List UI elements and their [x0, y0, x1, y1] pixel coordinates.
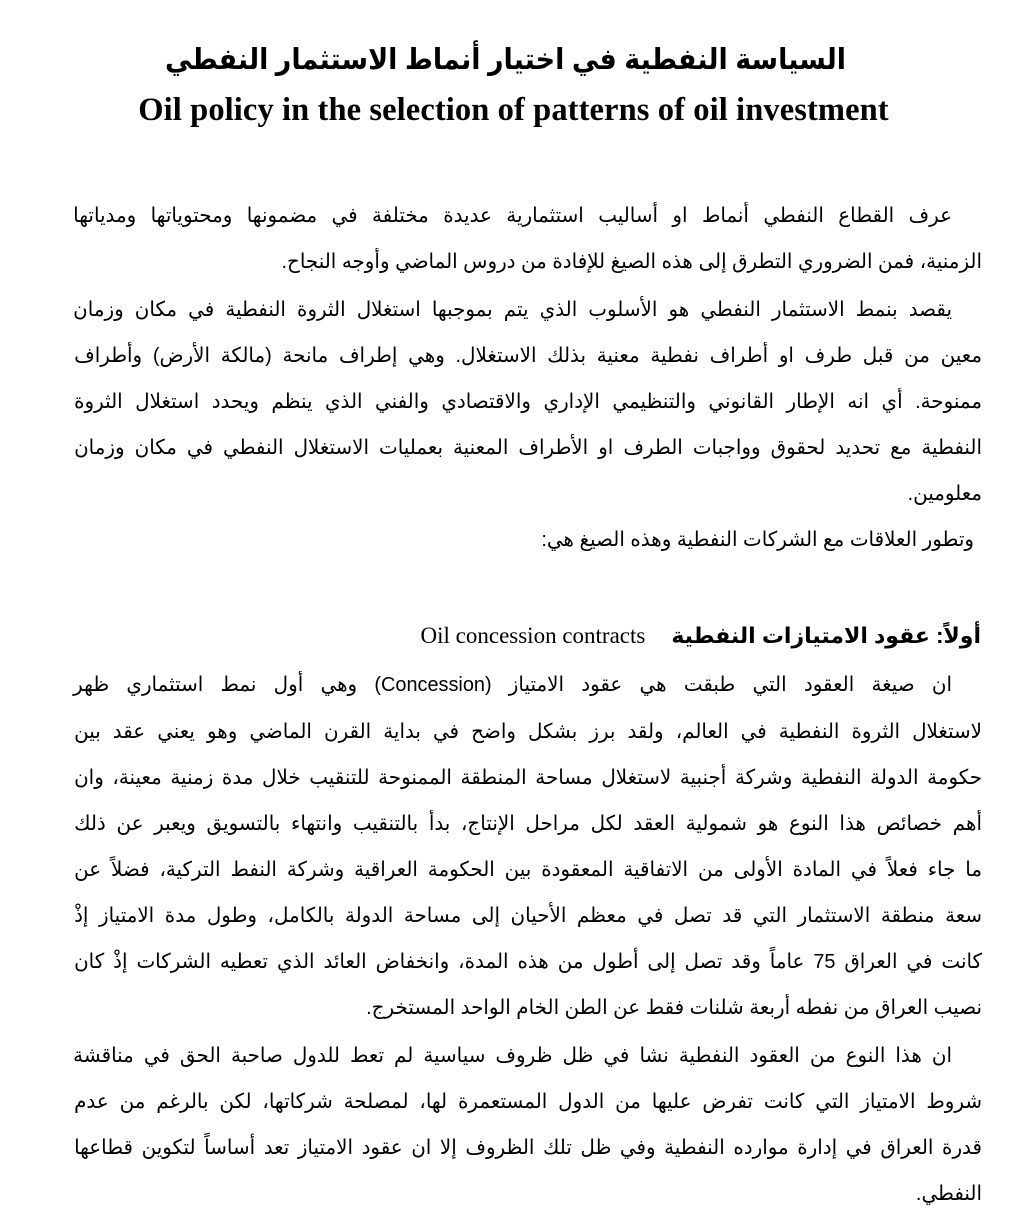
intro-line-3: يقصد بنمط الاستثمار النفطي هو الأسلوب الذي يتم بموجبها استغلال الثروة النفطية في مكان وزمان — [73, 298, 952, 321]
intro-line-6: النفطية مع تحديد لحقوق وواجبات الطرف او الأطراف المعنية بعمليات الاستغلال النفطي في مكان وزمان — [74, 436, 982, 459]
section-p2-line-2: شروط الامتياز التي كانت تفرض عليها من الدول المستعمرة لها، لمصلحة شركاتها، لكن بالرغم من عدم — [74, 1090, 982, 1113]
section-heading-arabic: أولاً: عقود الامتيازات النفطية — [671, 623, 981, 648]
intro-line-2: الزمنية، فمن الضروري التطرق إلى هذه الصيغ للإفادة من دروس الماضي وأوجه النجاح. — [281, 250, 982, 273]
intro-line-7: معلومين. — [907, 482, 982, 505]
section-heading — [421, 616, 981, 656]
section-p2-line-1: ان هذا النوع من العقود النفطية نشا في ظل ظروف سياسية لم تعط للدول صاحبة الحق في مناقشة — [73, 1044, 952, 1067]
section-p1-line-6: سعة منطقة الاستثمار التي قد تصل في معظم الأحيان إلى مساحة الدولة بالكامل، وطول مدة الامتياز إذْ — [74, 904, 982, 927]
section-p2-line-4: النفطي. — [915, 1182, 982, 1205]
title-arabic: السياسة النفطية في اختيار أنماط الاستثمار النفطي — [164, 44, 847, 76]
section-p1-line-1: ان صيغة العقود التي طبقت هي عقود الامتياز (Concession) وهي أول نمط استثماري ظهر — [73, 673, 952, 696]
section-p1-line-4: أهم خصائص هذا النوع هو شمولية العقد لكل مراحل الإنتاج، بدأ بالتنقيب وانتهاء بالتسويق ويعبر عن ذلك — [74, 812, 982, 835]
section-p2-line-3: قدرة العراق في إدارة موارده النفطية وفي ظل تلك الظروف إلا ان عقود الامتياز تعد أساساً لتكوين قطاعها — [74, 1136, 982, 1159]
intro-line-1: عرف القطاع النفطي أنماط او أساليب استثمارية عديدة مختلفة في مضمونها ومحتوياتها ومدياتها — [73, 204, 952, 227]
title-english: Oil policy in the selection of patterns of oil investment — [138, 92, 889, 128]
section-p1-line-2: لاستغلال الثروة النفطية في العالم، ولقد برز بشكل واضح في بداية القرن الماضي وهو يعني عقد بين — [74, 720, 982, 743]
section-p1-line-8: نصيب العراق من نفطه أربعة شلنات فقط عن الطن الخام الواحد المستخرج. — [366, 996, 982, 1019]
intro-line-4: معين من قبل طرف او أطراف نفطية معنية بذلك الاستغلال. وهي إطراف مانحة (مالكة الأرض) وأطراف — [74, 344, 982, 367]
intro-line-8: وتطور العلاقات مع الشركات النفطية وهذه الصيغ هي: — [541, 528, 974, 551]
intro-line-5: ممنوحة. أي انه الإطار القانوني والتنظيمي الإداري والاقتصادي والفني الذي ينظم ويحدد استغلال الثروة — [74, 390, 982, 413]
section-p1-line-5: ما جاء فعلاً في المادة الأولى من الاتفاقية المعقودة بين الحكومة العراقية وشركة النفط التركية، فضلاً عن — [74, 858, 982, 881]
section-p1-line-7: كانت في العراق 75 عاماً وقد تصل إلى أطول من هذه المدة، وانخفاض العائد الذي تعطيه الشركات إذْ كان — [74, 950, 983, 973]
section-heading-english: Oil concession contracts — [420, 623, 646, 648]
section-p1-line-3: حكومة الدولة النفطية وشركة أجنبية لاستغلال مساحة المنطقة الممنوحة للتنقيب خلال مدة زمنية معينة، وان — [74, 766, 982, 789]
